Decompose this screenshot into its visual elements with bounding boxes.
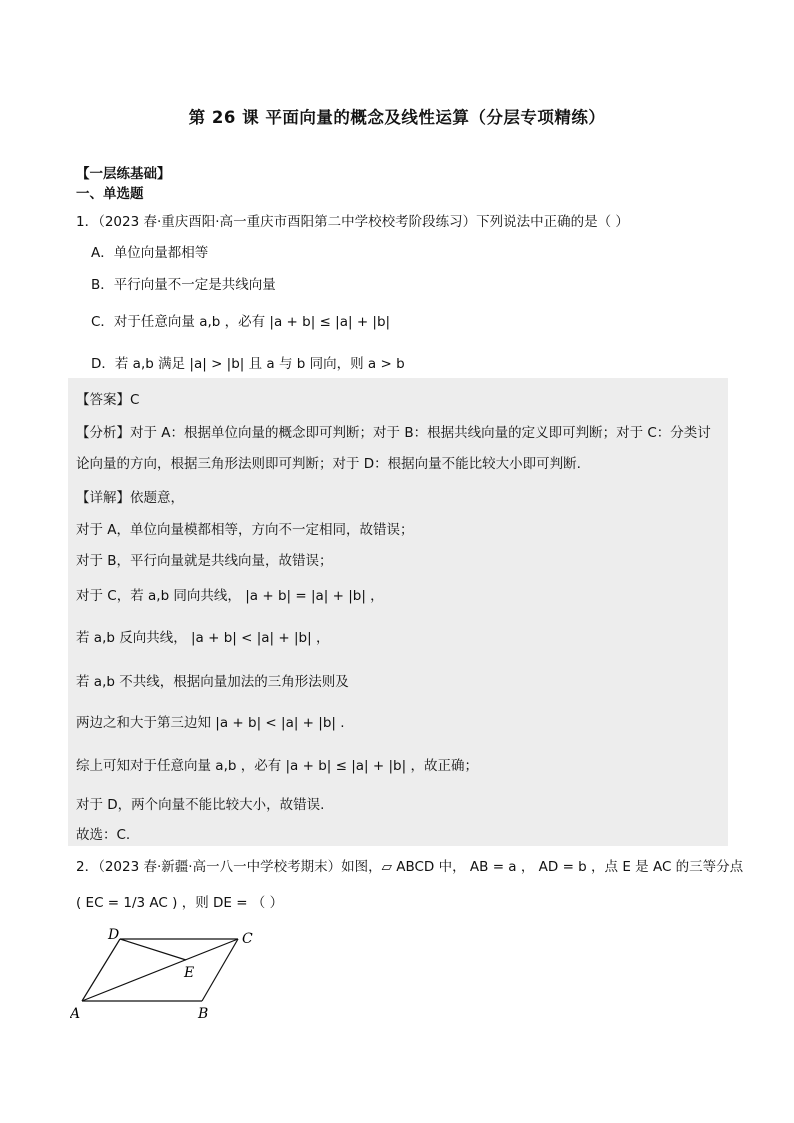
detail-line-b: 对于 B，平行向量就是共线向量，故错误；: [76, 553, 333, 569]
detail-line-conclusion: 综上可知对于任意向量 a,b ，必有 |a + b| ≤ |a| + |b| ，故正确；: [76, 758, 478, 774]
page-title: 第 26 课 平面向量的概念及线性运算（分层专项精练）: [188, 108, 606, 127]
analysis-line-2: 论向量的方向，根据三角形法则即可判断；对于 D：根据向量不能比较大小即可判断.: [76, 456, 581, 472]
question-1-stem: 1．（2023 春·重庆酉阳·高一重庆市酉阳第二中学校校考阶段练习）下列说法中正确的是（ ）: [76, 214, 629, 230]
detail-heading: 【详解】依题意，: [76, 490, 184, 506]
side-da: [82, 939, 120, 1001]
question-2-stem-line-2: ( EC = 1/3 AC ) ，则 DE = （ ）: [76, 895, 284, 911]
segment-de: [120, 939, 186, 960]
label-c: C: [242, 931, 253, 947]
answer-line: 【答案】C: [76, 392, 140, 408]
subsection-heading: 一、单选题: [76, 186, 144, 202]
question-1-option-a: A．单位向量都相等: [91, 245, 209, 261]
choice-line: 故选：C.: [76, 827, 131, 843]
detail-line-c-triangle: 两边之和大于第三边知 |a + b| < |a| + |b| .: [76, 715, 345, 731]
question-1-option-c: C．对于任意向量 a,b ，必有 |a + b| ≤ |a| + |b|: [91, 314, 391, 330]
label-b: B: [198, 1006, 209, 1022]
detail-line-d: 对于 D，两个向量不能比较大小，故错误.: [76, 797, 325, 813]
section-heading: 【一层练基础】: [76, 166, 171, 182]
solution-background: [68, 378, 728, 846]
detail-line-c-same-direction: 对于 C，若 a,b 同向共线， |a + b| = |a| + |b| ，: [76, 588, 384, 604]
detail-line-c-not-collinear: 若 a,b 不共线，根据向量加法的三角形法则及: [76, 674, 349, 690]
analysis-line-1: 【分析】对于 A：根据单位向量的概念即可判断；对于 B：根据共线向量的定义即可判断；对于 C：分类讨: [76, 425, 711, 441]
detail-line-a: 对于 A，单位向量模都相等，方向不一定相同，故错误；: [76, 522, 414, 538]
side-bc: [202, 939, 238, 1001]
diagonal-ac: [82, 939, 238, 1001]
question-2-stem-line-1: 2．（2023 春·新疆·高一八一中学校考期末）如图，▱ ABCD 中， AB = a ， AD = b ，点 E 是 AC 的三等分点: [76, 859, 744, 875]
question-1-option-b: B．平行向量不一定是共线向量: [91, 277, 276, 293]
detail-line-c-opposite-direction: 若 a,b 反向共线， |a + b| < |a| + |b| ，: [76, 630, 330, 646]
parallelogram-figure: [70, 925, 270, 1025]
label-d: D: [108, 927, 120, 943]
label-a: A: [70, 1006, 81, 1022]
question-1-option-d: D．若 a,b 满足 |a| > |b| 且 a 与 b 同向，则 a > b: [91, 356, 405, 372]
label-e: E: [184, 965, 195, 981]
